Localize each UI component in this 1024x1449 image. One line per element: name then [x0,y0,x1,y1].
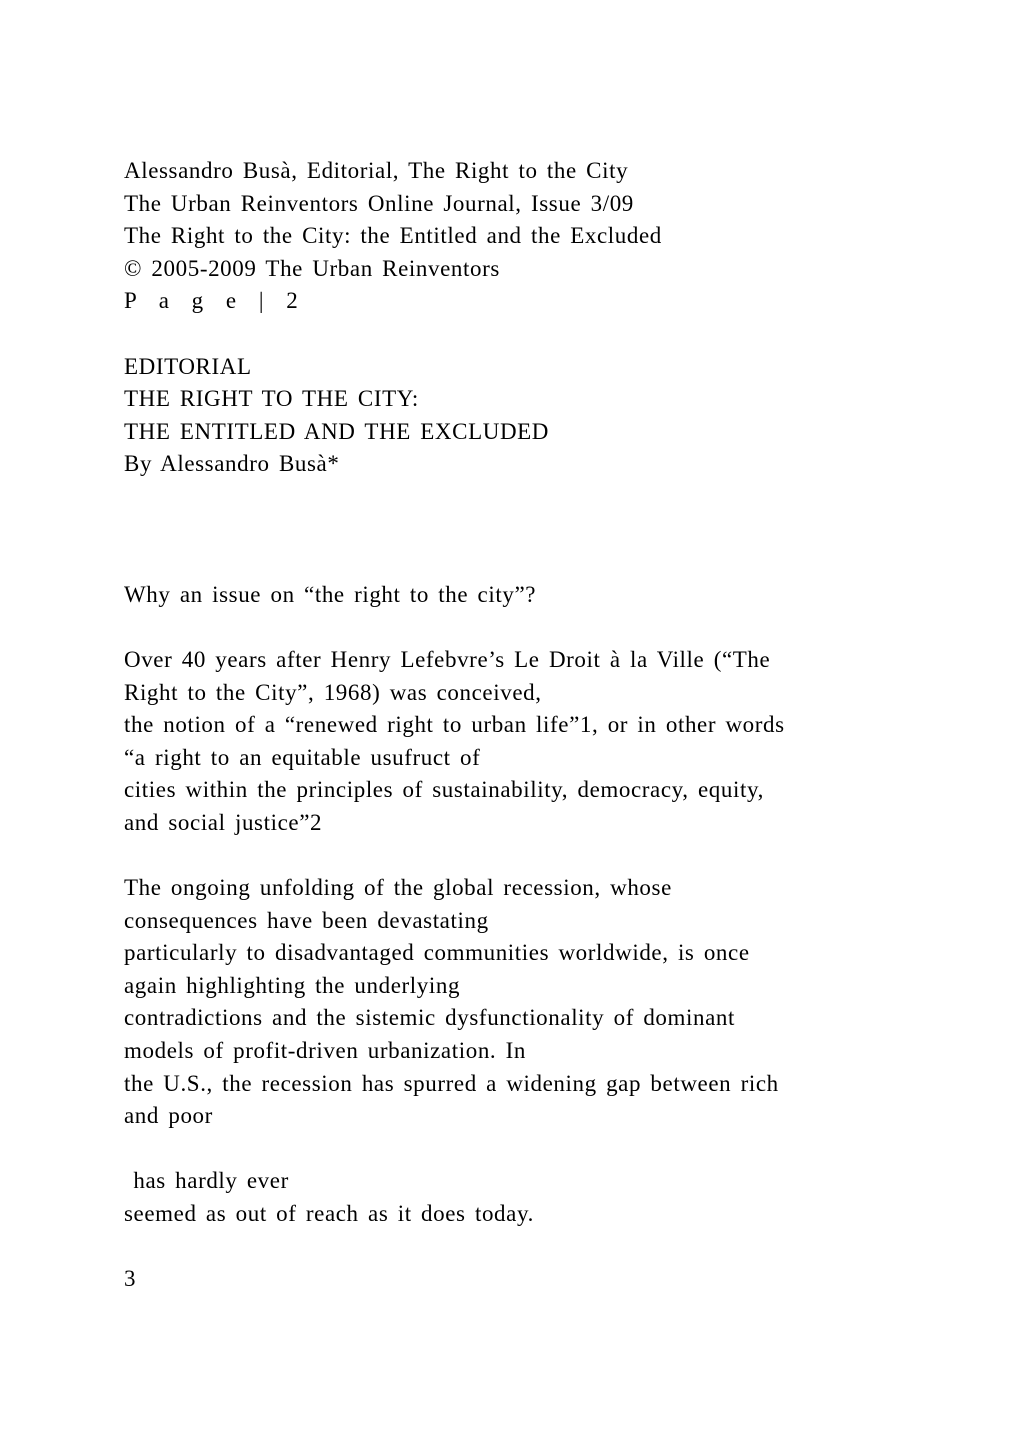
spacer [124,839,904,872]
spacer [124,546,904,579]
paragraph-1-line: and social justice”2 [124,809,323,835]
paragraph-1-line: Right to the City”, 1968) was conceived, [124,679,542,705]
paragraph-2-line: the U.S., the recession has spurred a widening gap between rich [124,1070,779,1096]
paragraph-2-line: The ongoing unfolding of the global recession, whose [124,875,672,901]
running-header-journal: The Urban Reinventors Online Journal, Issue 3/09 [124,190,634,216]
page-number-label: P a g e | 2 [124,288,305,314]
article-title-line-2: THE ENTITLED AND THE EXCLUDED [124,418,550,444]
page-text [124,155,904,1296]
spacer [124,1231,904,1264]
spacer [124,514,904,547]
paragraph-1-line: Over 40 years after Henry Lefebvre’s Le Droit à la Ville (“The [124,646,771,672]
running-header-issue-title: The Right to the City: the Entitled and the Excluded [124,223,662,249]
byline: By Alessandro Busà* [124,451,340,477]
paragraph-1-line: “a right to an equitable usufruct of [124,744,481,770]
running-header-copyright: © 2005-2009 The Urban Reinventors [124,255,500,281]
paragraph-2-line: models of profit-driven urbanization. In [124,1038,526,1064]
footnote-marker: 3 [124,1266,137,1292]
running-header-author-title: Alessandro Busà, Editorial, The Right to the City [124,158,629,183]
section-label: EDITORIAL [124,353,252,379]
paragraph-2-line: particularly to disadvantaged communities worldwide, is once [124,940,750,966]
article-title-line-1: THE RIGHT TO THE CITY: [124,386,419,412]
spacer [124,481,904,514]
paragraph-2-line: again highlighting the underlying [124,972,461,998]
spacer [124,1133,904,1166]
paragraph-3-line: seemed as out of reach as it does today. [124,1201,534,1226]
paragraph-2-line: and poor [124,1103,213,1129]
paragraph-1-line: cities within the principles of sustainability, democracy, equity, [124,777,764,803]
paragraph-2-line: contradictions and the sistemic dysfunctionality of dominant [124,1005,735,1031]
intro-question: Why an issue on “the right to the city”? [124,581,537,607]
spacer [124,611,904,644]
paragraph-1-line: the notion of a “renewed right to urban life”1, or in other words [124,712,785,738]
paragraph-3-line: has hardly ever [124,1168,289,1194]
paragraph-2-line: consequences have been devastating [124,907,489,933]
spacer [124,318,904,351]
